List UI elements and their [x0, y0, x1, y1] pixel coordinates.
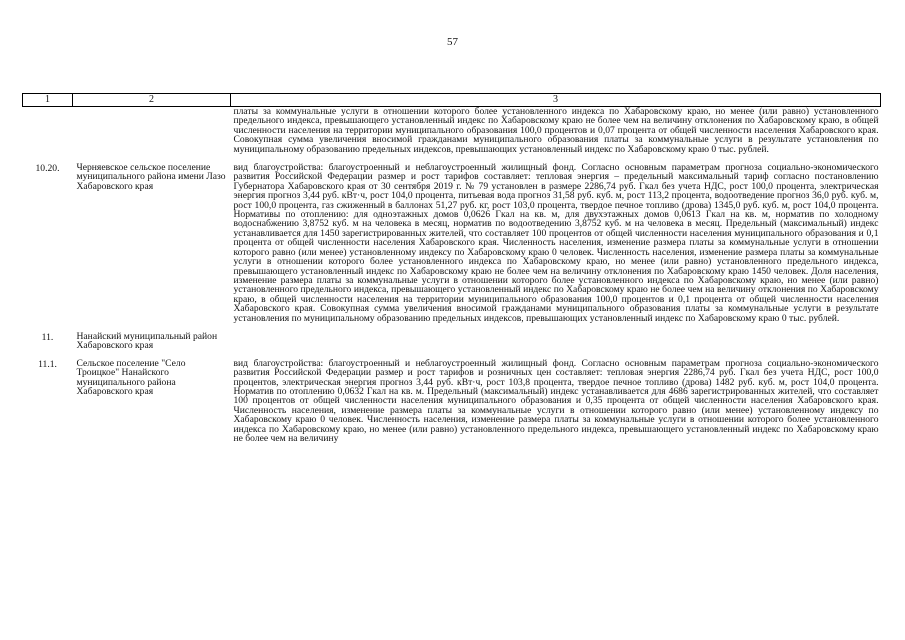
row-number: 11.1.	[38, 358, 57, 370]
column-header-3: 3	[231, 94, 881, 107]
municipality-name: Нанайский муниципальный район Хабаровского края	[76, 330, 218, 352]
row-description: вид благоустройства: благоустроенный и неблагоустроенный жилищный фонд. Согласно основным параметрам прогноза социально-экономического развития Российской Федерации размер и рост тарифов и розничных цен составляет: тепловая энергия 2286,74 руб. Гкал без учета НДС, рост 100,0 процентов, электрическая энергия прогноз 3,44 руб. кВт·ч, рост 103,8 процента, твердое печное топливо (дрова) 1482 руб. куб. м, рост 104,0 процента. Норматив по отоплению 0,0632 Гкал на кв. м. Предельный (максимальный) индекс устанавливается для 4686 зарегистрированных жителей, что составляет 100 процентов от общей численности населения муниципального образования и 0,35 процента от общей численности населения Хабаровского края. Численность населения, изменение размера платы за коммунальные услуги в отношении которого равно (или менее) установленному индексу по Хабаровскому краю 0 человек. Численность населения, изменение размера платы за коммунальные услуги в отношении которого более установленного индекса по Хабаровскому краю, но менее (или равно) установленного предельного индекса, превышающего установленный индекс по Хабаровскому краю не более чем на величину	[233, 357, 879, 444]
municipality-name: Черняевское сельское поселение муниципального района имени Лазо Хабаровского края	[76, 162, 226, 192]
row-description	[231, 332, 881, 351]
row-description: вид благоустройства: благоустроенный и неблагоустроенный жилищный фонд. Согласно основным параметрам прогноза социально-экономического развития Российской Федерации размер и рост тарифов составляет: тепловая энергия – предельный максимальный тариф согласно постановлению Губернатора Хабаровского края от 30 сентября 2019 г. № 79 установлен в размере 2286,74 руб. Гкал без учета НДС, рост 100,0 процента, электрическая энергия прогноз 3,44 руб. кВт·ч, рост 104,0 процента, питьевая вода прогноз 31,58 руб. куб. м, рост 113,2 процента, водоотведение прогноз 36,0 руб. куб. м, рост 100,0 процента, газ сжиженный в баллонах 51,27 руб. кг, рост 103,0 процента, твердое печное топливо (дрова) 1345,0 руб. куб. м, рост 104,0 процента. Нормативы по отоплению: для одноэтажных домов 0,0626 Гкал на кв. м, для двухэтажных домов 0,0613 Гкал на кв. м, норматив по холодному водоснабжению 3,8752 куб. м на человека в месяц, норматив по водоотведению 3,8752 куб. м на человека в месяц. Предельный (максимальный) индекс устанавливается для 1450 зарегистрированных жителей, что составляет 100 процентов от общей численности населения муниципального образования и 0,1 процента от общей численности населения Хабаровского края. Численность населения, изменение размера платы за коммунальные услуги в отношении которого равно (или менее) установленному индексу по Хабаровскому краю 0 человек. Численность населения, изменение размера платы за коммунальные услуги в отношении которого более установленного индекса по Хабаровскому краю, но менее (или равно) установленного предельного индекса, превышающего установленный индекс по Хабаровскому краю не более чем на величину отклонения по Хабаровскому краю 1450 человек. Доля населения, изменение размера платы за коммунальные услуги в отношении которого более установленного индекса по Хабаровскому краю, но менее (или равно) установленного предельного индекса, превышающего установленный индекс по Хабаровскому краю не более чем на величину отклонения по Хабаровскому краю, в общей численности населения на территории муниципального образования 100,0 процентов и 0,1 процента от общей численности населения Хабаровского края. Совокупная сумма увеличения вносимой гражданами муниципального образования платы за коммунальные услуги в результате установления по муниципальному образованию предельных индексов, превышающих установленный индекс по Хабаровскому краю 0 тыс. рублей.	[233, 162, 879, 324]
page-number: 57	[447, 36, 458, 48]
row-number: 11.	[41, 331, 54, 343]
table-row	[23, 332, 881, 351]
table-row-continuation	[23, 107, 881, 155]
row-number: 10.20.	[35, 163, 60, 175]
table-row	[23, 163, 881, 323]
table-row	[23, 359, 881, 444]
municipality-name: Сельское поселение "Село Троицкое" Нанайского муниципального района Хабаровского края	[76, 357, 186, 397]
table-header	[23, 94, 881, 107]
column-header-2: 2	[73, 94, 231, 107]
tariff-table	[22, 93, 881, 443]
continuation-text: платы за коммунальные услуги в отношении которого более установленного индекса по Хабаровскому краю, но менее (или равно) установленного предельного индекса, превышающего установленный индекс по Хабаровскому краю не более чем на величину отклонения по Хабаровскому краю, в общей численности населения на территории муниципального образования 100,0 процентов и 0,07 процента от общей численности населения Хабаровского края. Совокупная сумма увеличения вносимой гражданами муниципального образования платы за коммунальные услуги в результате установления по муниципальному образованию предельных индексов, превышающих установленный индекс по Хабаровскому краю 0 тыс. рублей.	[233, 106, 879, 155]
column-header-1: 1	[23, 94, 73, 107]
